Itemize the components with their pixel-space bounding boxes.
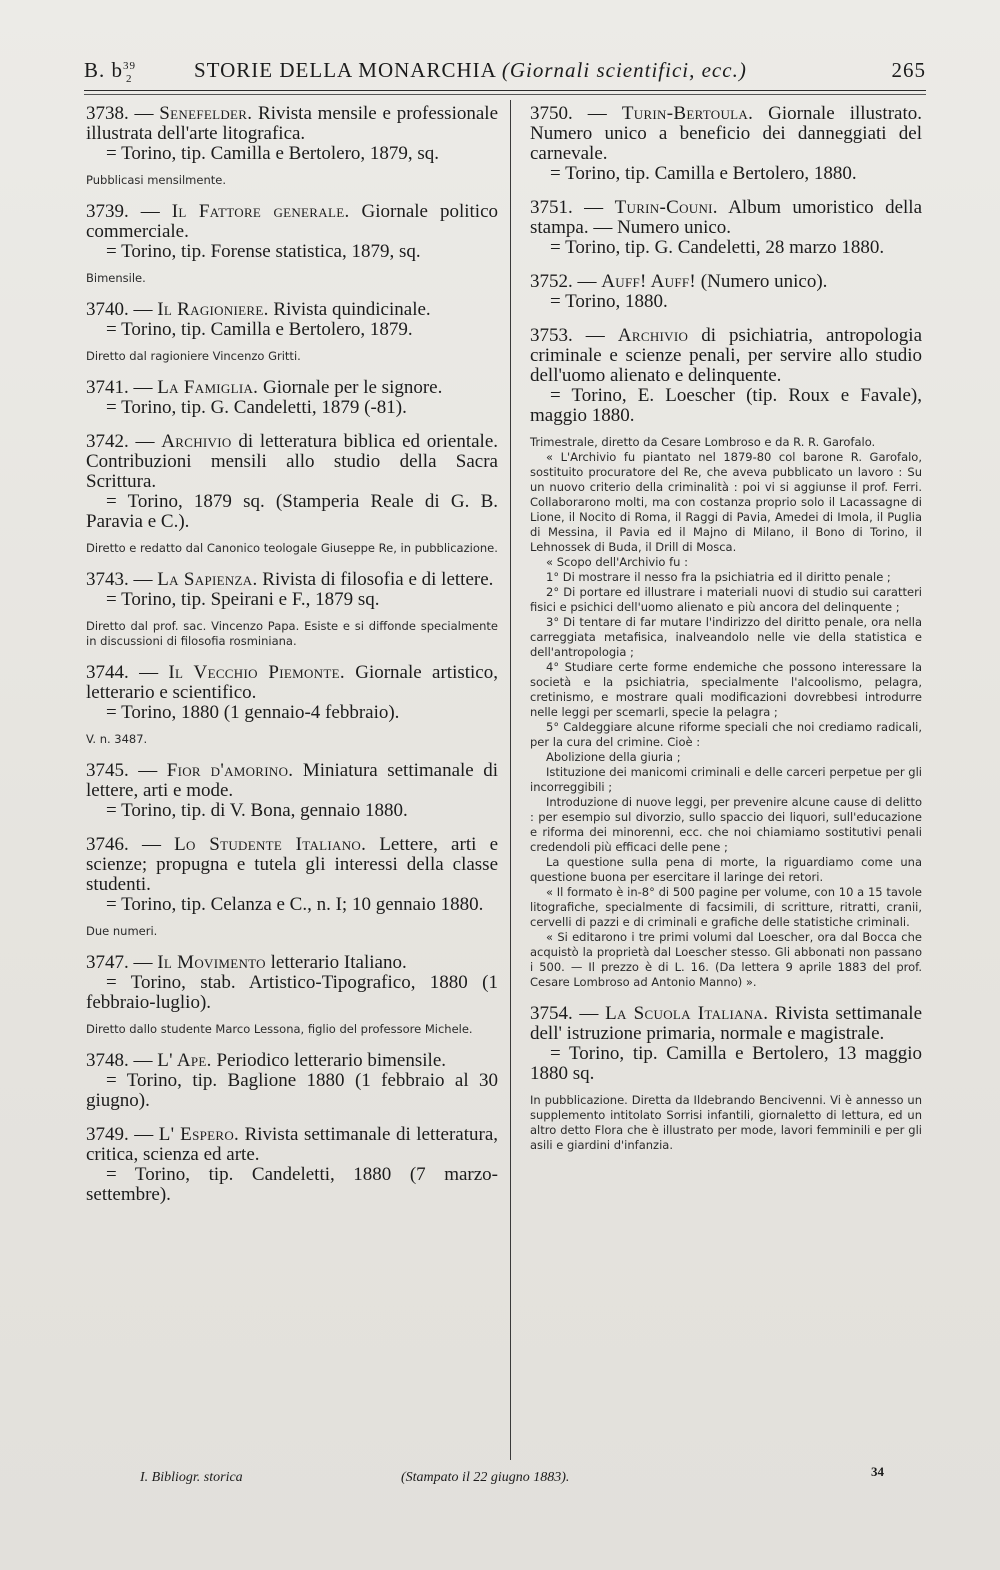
note-paragraph: 1° Di mostrare il nesso fra la psichiatria ed il diritto penale ; [546,570,891,584]
note-paragraph: Due numeri. [86,924,158,938]
entry-imprint: = Torino, tip. Baglione 1880 (1 febbraio al 30 giugno). [86,1070,498,1111]
entry-description: Rivista quindicinale. [273,299,431,320]
note-paragraph: 2° Di portare ed illustrare i materiali nuovi di studio sui caratteri fisici e psichici dell'uomo alienato e più ancora del delinquente ; [530,585,922,614]
catalog-entry [86,663,498,747]
running-header [84,58,926,92]
entry-description: Miniatura settimanale di lettere, arti e mode. [86,760,498,801]
note-paragraph: Introduzione di nuove leggi, per prevenire alcune cause di delitto : per esempio sul divorzio, sullo spaccio dei liquori, sull'educazione e riforma dei minorenni, ecc. che noi chiamiamo sostitutivi penali credendoli più efficaci delle pene ; [530,795,922,854]
entry-heading: 3752. — Auff! Auff! (Numero unico). [530,271,828,292]
entry-description: Giornale artistico, letterario e scientifico. [86,662,498,703]
entry-number: 3742. [86,431,129,452]
entry-title: L' Ape. [157,1050,212,1071]
entry-number: 3750. [530,103,573,124]
footer-signature: I. Bibliogr. storica [140,1470,243,1485]
entry-description: Rivista mensile e professionale illustrata dell'arte litografica. [86,103,499,144]
entry-imprint: = Torino, tip. G. Candeletti, 1879 (-81). [106,397,407,418]
note-paragraph: In pubblicazione. Diretta da Ildebrando Bencivenni. Vi è annesso un supplemento intitolato Sorrisi infantili, giornaletto di lettura, ed un altro detto Flora che è illustrato per mode, lavori femminili e per gli asili e giardini d'infanzia. [530,1093,922,1152]
entry-imprint: = Torino, 1879 sq. (Stamperia Reale di G. B. Paravia e C.). [86,491,498,532]
entry-number: 3741. [86,377,129,398]
catalog-entry [86,432,498,556]
entry-description: Giornale illustrato. Numero unico a beneficio dei danneggiati del carnevale. [530,103,922,164]
entry-note [530,1093,922,1153]
note-paragraph: « Il formato è in-8° di 500 pagine per volume, con 10 a 15 tavole litografiche, specialmente di facsimili, di scritture, ritratti, cranii, cervelli di pazzi e di criminali e grafiche delle statistiche criminali. [530,885,922,929]
note-paragraph: Istituzione dei manicomi criminali e delle carceri perpetue per gli incorreggibili ; [530,765,922,794]
note-paragraph: Abolizione della giuria ; [546,750,681,764]
entry-number: 3747. [86,952,129,973]
footer-print-date: (Stampato il 22 giugno 1883). [401,1470,570,1485]
catalog-entry [530,104,922,184]
note-paragraph: « Si editarono i tre primi volumi dal Loescher, ora dal Bocca che acquistò la proprietà dal Loescher stesso. Gli abbonati non passano i 500. — Il prezzo è di L. 16. (Da lettera 9 aprile 1883 del prof. Cesare Lombroso ad Antonio Manno) ». [530,930,922,989]
entry-title: Archivio [161,431,232,452]
entry-title: Il Fattore generale. [171,201,350,222]
entry-description: (Numero unico). [700,271,828,292]
entry-description: Lettere, arti e scienze; propugna e tutela gli interessi della classe studenti. [86,834,499,895]
note-paragraph: 5° Caldeggiare alcune riforme speciali che noi crediamo radicali, per la cura del crimine. Cioè : [530,720,922,749]
note-paragraph: 4° Studiare certe forme endemiche che possono interessare la società e la psichiatria, specialmente l'alcoolismo, pelagra, cretinismo, e mostrare quali modificazioni dovrebbesi introdurre nelle leggi per scemarli, specie la pelagra ; [530,660,922,719]
entry-imprint: = Torino, stab. Artistico-Tipografico, 1880 (1 febbraio-luglio). [86,972,498,1013]
note-paragraph: 3° Di tentare di far mutare l'indirizzo del diritto penale, ora nella carreggiata metafisica, inalveandolo nelle vie della statistica e dell'antropologia ; [530,615,922,659]
entry-heading: 3745. — Fior d'amorino. Miniatura settimanale di lettere, arti e mode. [86,760,498,801]
note-paragraph: Pubblicasi mensilmente. [86,173,226,187]
entry-imprint: = Torino, tip. Camilla e Bertolero, 1879. [106,319,413,340]
entry-note [86,541,498,556]
entry-title: Turin-Bertoula. [621,103,754,124]
entry-title: Il Movimento [157,952,266,973]
entry-title: Il Vecchio Piemonte. [168,662,345,683]
entry-number: 3754. [530,1003,573,1024]
entry-heading: 3754. — La Scuola Italiana. Rivista settimanale dell' istruzione primaria, normale e magistrale. [530,1003,923,1044]
entry-imprint: = Torino, tip. Camilla e Bertolero, 1879, sq. [106,143,440,164]
entry-number: 3739. [86,201,129,222]
entry-description: di psichiatria, antropologia criminale e scienze penali, per servire allo studio dell'uomo alienato e delinquente. [530,325,923,386]
note-paragraph: V. n. 3487. [86,732,148,746]
header-rule [84,90,926,91]
shelfmark: B. $b^{39}_2$ [84,58,137,86]
catalog-entry [86,835,498,939]
entry-heading: 3748. — L' Ape. Periodico letterario bimensile. [86,1050,446,1071]
entry-number: 3745. [86,760,129,781]
header-subtitle: (Giornali scientifici, ecc.) [501,58,747,82]
entry-number: 3746. [86,834,129,855]
entry-note [86,1022,498,1037]
catalog-entry [86,761,498,821]
catalog-entry [86,104,498,188]
header-title: STORIE DELLA MONARCHIA (Giornali scientifici, ecc.) [194,58,747,82]
note-paragraph: « Scopo dell'Archivio fu : [546,555,688,569]
entry-note [86,619,498,649]
header-rule-thin [84,94,926,95]
entry-description: Periodico letterario bimensile. [216,1050,446,1071]
catalog-entry [530,198,922,258]
entry-imprint: = Torino, E. Loescher (tip. Roux e Favale), maggio 1880. [530,385,922,426]
right-column [530,104,922,1167]
note-paragraph: Diretto dal ragioniere Vincenzo Gritti. [86,349,301,363]
entry-imprint: = Torino, 1880. [550,291,668,312]
entry-heading: 3747. — Il Movimento letterario Italiano. [86,952,407,973]
entry-description: Rivista settimanale dell' istruzione primaria, normale e magistrale. [530,1003,923,1044]
page-number: 265 [891,58,926,82]
catalog-entry [86,1051,498,1111]
entry-heading: 3741. — La Famiglia. Giornale per le signore. [86,377,443,398]
catalog-entry [530,272,922,312]
entry-imprint: = Torino, tip. Camilla e Bertolero, 1880. [550,163,857,184]
entry-heading: 3742. — Archivio di letteratura biblica ed orientale. Contribuzioni mensili allo studio della Sacra Scrittura. [86,431,499,492]
entry-title: Archivio [617,325,689,346]
entry-title: Auff! Auff! [601,271,697,292]
catalog-entry [86,378,498,418]
entry-heading: 3751. — Turin-Couni. Album umoristico della stampa. — Numero unico. [530,197,923,238]
column-divider [510,100,511,1460]
entry-heading: 3750. — Turin-Bertoula. Giornale illustrato. Numero unico a beneficio dei danneggiati del carnevale. [530,103,922,164]
entry-description: Rivista settimanale di letteratura, critica, scienza ed arte. [86,1124,498,1165]
entry-number: 3749. [86,1124,129,1145]
left-column [86,104,498,1219]
entry-description: Album umoristico della stampa. — Numero unico. [530,197,923,238]
note-paragraph: Diretto dallo studente Marco Lessona, figlio del professore Michele. [86,1022,473,1036]
entry-description: letterario Italiano. [270,952,407,973]
entry-imprint: = Torino, 1880 (1 gennaio-4 febbraio). [106,702,400,723]
entry-description: Giornale per le signore. [262,377,443,398]
entry-number: 3748. [86,1050,129,1071]
entry-heading: 3749. — L' Espero. Rivista settimanale di letteratura, critica, scienza ed arte. [86,1124,498,1165]
entry-title: Fior d'amorino. [166,760,294,781]
entry-title: Il Ragioniere. [157,299,269,320]
entry-number: 3740. [86,299,129,320]
note-paragraph: « L'Archivio fu piantato nel 1879-80 col barone R. Garofalo, sostituito procuratore del Re, che aveva pubblicato un lavoro : Su un nuovo criterio della criminalità : poi vi si aggiunse il prof. Ferri. Collaborarono molti, ma con costanza proprio solo il Lacassagne di Lione, il Nocito di Roma, il Raggi di Pavia, Amedei di Imola, il Puglia di Messina, il Pavia ed il Majno di Milano, il Bono di Torino, il Lehnossek di Buda, il Drill di Mosca. [530,450,922,554]
entry-number: 3743. [86,569,129,590]
entry-heading: 3744. — Il Vecchio Piemonte. Giornale artistico, letterario e scientifico. [86,662,498,703]
entry-imprint: = Torino, tip. Candeletti, 1880 (7 marzo-settembre). [86,1164,498,1205]
entry-title: La Famiglia. [157,377,259,398]
entry-imprint: = Torino, tip. Speirani e F., 1879 sq. [106,589,380,610]
catalog-entry [530,326,922,990]
catalog-entry [86,570,498,649]
catalog-entry [86,300,498,364]
note-paragraph: Diretto e redatto dal Canonico teologale Giuseppe Re, in pubblicazione. [86,541,498,555]
entry-heading: 3738. — Senefelder. Rivista mensile e professionale illustrata dell'arte litografica. [86,103,499,144]
note-paragraph: La questione sulla pena di morte, la riguardiamo come una questione buona per esercitare il laringe dei retori. [530,855,922,884]
entry-title: La Scuola Italiana. [605,1003,769,1024]
page-footer [86,1464,926,1500]
note-paragraph: Trimestrale, diretto da Cesare Lombroso e da R. R. Garofalo. [530,435,876,449]
catalog-entry [530,1004,922,1153]
entry-heading: 3740. — Il Ragioniere. Rivista quindicinale. [86,299,431,320]
entry-note [86,349,498,364]
entry-note [86,271,498,286]
entry-imprint: = Torino, tip. Celanza e C., n. I; 10 gennaio 1880. [106,894,484,915]
entry-imprint: = Torino, tip. Camilla e Bertolero, 13 maggio 1880 sq. [530,1043,922,1084]
entry-title: Turin-Couni. [614,197,718,218]
entry-title: Senefelder. [159,103,253,124]
entry-number: 3752. [530,271,573,292]
entry-note [86,173,498,188]
entry-number: 3753. [530,325,573,346]
entry-imprint: = Torino, tip. G. Candeletti, 28 marzo 1880. [550,237,885,258]
entry-title: Lo Studente Italiano. [174,834,367,855]
entry-description: di letteratura biblica ed orientale. Contribuzioni mensili allo studio della Sacra Scrittura. [86,431,499,492]
note-paragraph: Diretto dal prof. sac. Vincenzo Papa. Esiste e si diffonde specialmente in discussioni di filosofia rosminiana. [86,619,498,648]
entry-heading: 3753. — Archivio di psichiatria, antropologia criminale e scienze penali, per servire allo studio dell'uomo alienato e delinquente. [530,325,923,386]
note-paragraph: Bimensile. [86,271,146,285]
entry-heading: 3746. — Lo Studente Italiano. Lettere, arti e scienze; propugna e tutela gli interessi della classe studenti. [86,834,499,895]
entry-imprint: = Torino, tip. Forense statistica, 1879, sq. [106,241,421,262]
entry-title: La Sapienza. [157,569,258,590]
entry-description: Giornale politico commerciale. [86,201,499,242]
entry-heading: 3743. — La Sapienza. Rivista di filosofia e di lettere. [86,569,494,590]
catalog-entry [86,1125,498,1205]
entry-number: 3744. [86,662,129,683]
entry-note [530,435,922,990]
sheet-number: 34 [871,1464,884,1479]
entry-note [86,732,498,747]
catalog-entry [86,202,498,286]
entry-description: Rivista di filosofia e di lettere. [262,569,494,590]
catalog-entry [86,953,498,1037]
entry-imprint: = Torino, tip. di V. Bona, gennaio 1880. [106,800,408,821]
entry-number: 3751. [530,197,573,218]
entry-note [86,924,498,939]
entry-title: L' Espero. [158,1124,240,1145]
entry-number: 3738. [86,103,129,124]
entry-heading: 3739. — Il Fattore generale. Giornale politico commerciale. [86,201,499,242]
